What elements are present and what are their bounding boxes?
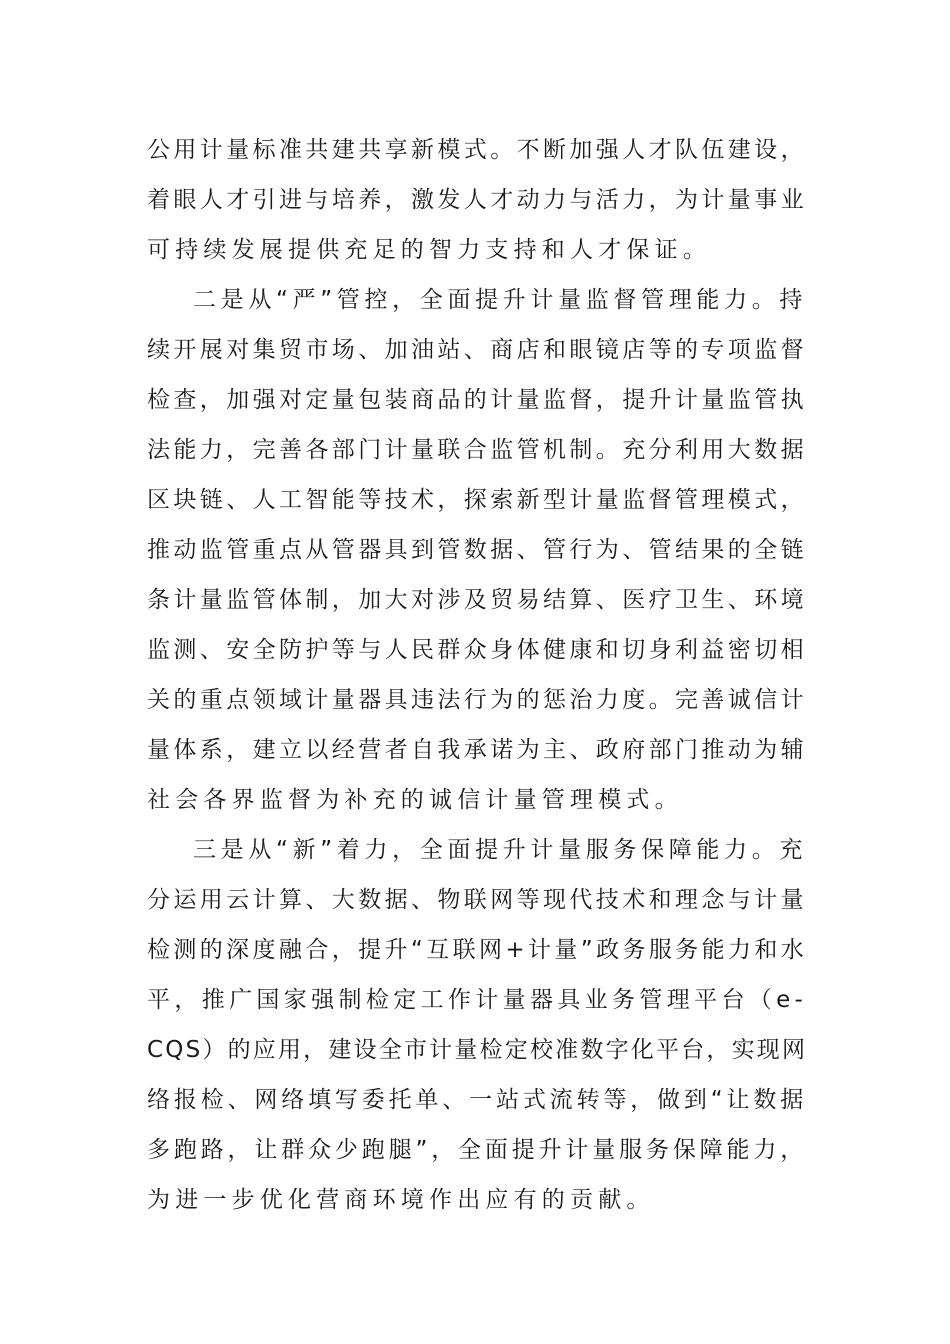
text-line: 公用计量标准共建共享新模式。不断加强人才队伍建设， bbox=[147, 137, 807, 163]
text-line: 平，推广国家强制检定工作计量器具业务管理平台（e- bbox=[147, 987, 807, 1013]
paragraph-first-line: 二是从“严”管控，全面提升计量监督管理能力。持 bbox=[193, 287, 807, 313]
text-line: 分运用云计算、大数据、物联网等现代技术和理念与计量 bbox=[147, 887, 807, 913]
paragraph-first-line: 三是从“新”着力，全面提升计量服务保障能力。充 bbox=[193, 837, 807, 863]
text-line: 续开展对集贸市场、加油站、商店和眼镜店等的专项监督 bbox=[147, 337, 807, 363]
text-line: CQS）的应用，建设全市计量检定校准数字化平台，实现网 bbox=[147, 1037, 808, 1063]
text-line: 检查，加强对定量包装商品的计量监督，提升计量监管执 bbox=[147, 387, 807, 413]
text-line: 多跑路，让群众少跑腿”，全面提升计量服务保障能力， bbox=[147, 1137, 807, 1163]
text-line: 关的重点领域计量器具违法行为的惩治力度。完善诚信计 bbox=[147, 687, 807, 713]
text-line: 社会各界监督为补充的诚信计量管理模式。 bbox=[147, 787, 683, 813]
text-line: 监测、安全防护等与人民群众身体健康和切身利益密切相 bbox=[147, 637, 807, 663]
text-line: 检测的深度融合，提升“互联网+计量”政务服务能力和水 bbox=[147, 937, 807, 963]
text-line: 着眼人才引进与培养，激发人才动力与活力，为计量事业 bbox=[147, 187, 807, 213]
text-line: 法能力，完善各部门计量联合监管机制。充分利用大数据 bbox=[147, 437, 807, 463]
text-line: 为进一步优化营商环境作出应有的贡献。 bbox=[147, 1187, 655, 1213]
text-line: 量体系，建立以经营者自我承诺为主、政府部门推动为辅 bbox=[147, 737, 807, 763]
text-line: 可持续发展提供充足的智力支持和人才保证。 bbox=[147, 237, 711, 263]
text-line: 推动监管重点从管器具到管数据、管行为、管结果的全链 bbox=[147, 537, 807, 563]
text-line: 区块链、人工智能等技术，探索新型计量监督管理模式， bbox=[147, 487, 807, 513]
text-line: 条计量监管体制，加大对涉及贸易结算、医疗卫生、环境 bbox=[147, 587, 807, 613]
text-line: 络报检、网络填写委托单、一站式流转等，做到“让数据 bbox=[147, 1087, 807, 1113]
